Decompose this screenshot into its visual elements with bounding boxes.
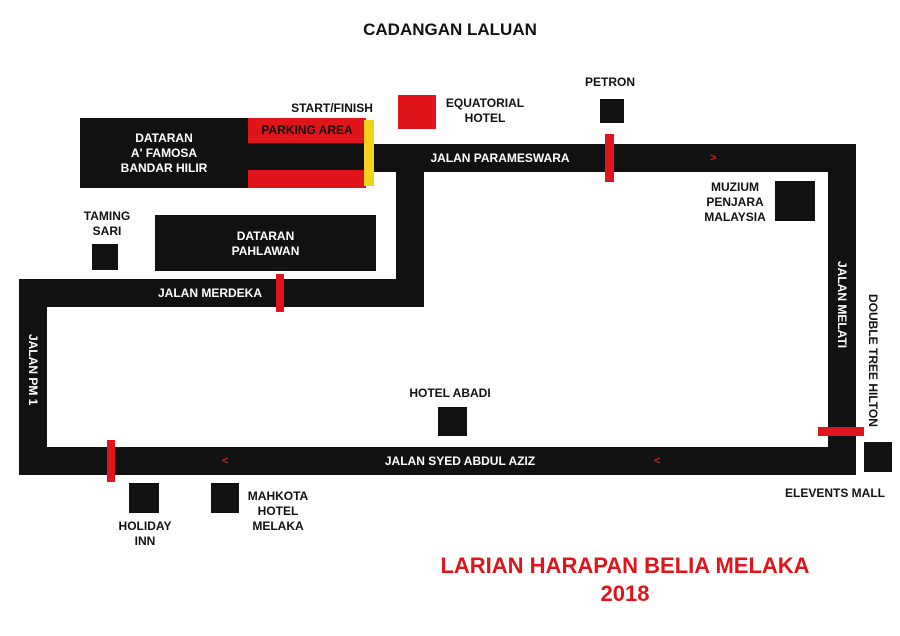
parking-area-bar-bottom (248, 170, 366, 188)
jalan-melati-label: JALAN MELATI (835, 261, 849, 349)
event-title: LARIAN HARAPAN BELIA MELAKA 2018 (440, 553, 810, 606)
equatorial-hotel-label: EQUATORIAL HOTEL (445, 96, 525, 125)
direction-arrow-left: < (222, 455, 229, 467)
petron-marker (600, 99, 624, 123)
direction-arrow-right: > (710, 152, 717, 164)
start-finish-line (364, 120, 374, 186)
mahkota-hotel-marker (211, 483, 239, 513)
double-tree-hilton-label: DOUBLE TREE HILTON (866, 293, 880, 427)
map-title: CADANGAN LALUAN (363, 20, 537, 39)
hotel-abadi-label: HOTEL ABADI (409, 386, 491, 400)
elevents-mall-label: ELEVENTS MALL (784, 486, 885, 500)
holiday-inn-marker (129, 483, 159, 513)
start-finish-label: START/FINISH (291, 101, 373, 115)
dataran-pahlawan-label: DATARAN PAHLAWAN (231, 229, 300, 258)
petron-label: PETRON (584, 75, 635, 89)
checkpoint-marker (605, 134, 614, 182)
jalan-merdeka-label: JALAN MERDEKA (157, 286, 262, 300)
double-tree-hilton-marker (864, 442, 892, 472)
jalan-pm1-label: JALAN PM 1 (26, 334, 40, 406)
holiday-inn-label: HOLIDAY INN (118, 519, 172, 548)
equatorial-hotel-marker (398, 95, 436, 129)
direction-arrow-left: < (654, 455, 661, 467)
taming-sari-marker (92, 244, 118, 270)
parking-area-label: PARKING AREA (261, 123, 353, 137)
checkpoint-marker (818, 427, 864, 436)
muzium-penjara-marker (775, 181, 815, 221)
dataran-famosa-label: DATARAN A' FAMOSA BANDAR HILIR (120, 131, 208, 175)
muzium-penjara-label: MUZIUM PENJARA MALAYSIA (704, 180, 766, 224)
mahkota-hotel-label: MAHKOTA HOTEL MELAKA (247, 489, 309, 533)
jalan-parameswara-label: JALAN PARAMESWARA (430, 151, 570, 165)
parking-gap (248, 143, 366, 170)
hotel-abadi-marker (438, 407, 467, 436)
checkpoint-marker (107, 440, 115, 482)
taming-sari-label: TAMING SARI (83, 209, 131, 238)
checkpoint-marker (276, 274, 284, 312)
jalan-syed-abdul-aziz-label: JALAN SYED ABDUL AZIZ (384, 454, 536, 468)
